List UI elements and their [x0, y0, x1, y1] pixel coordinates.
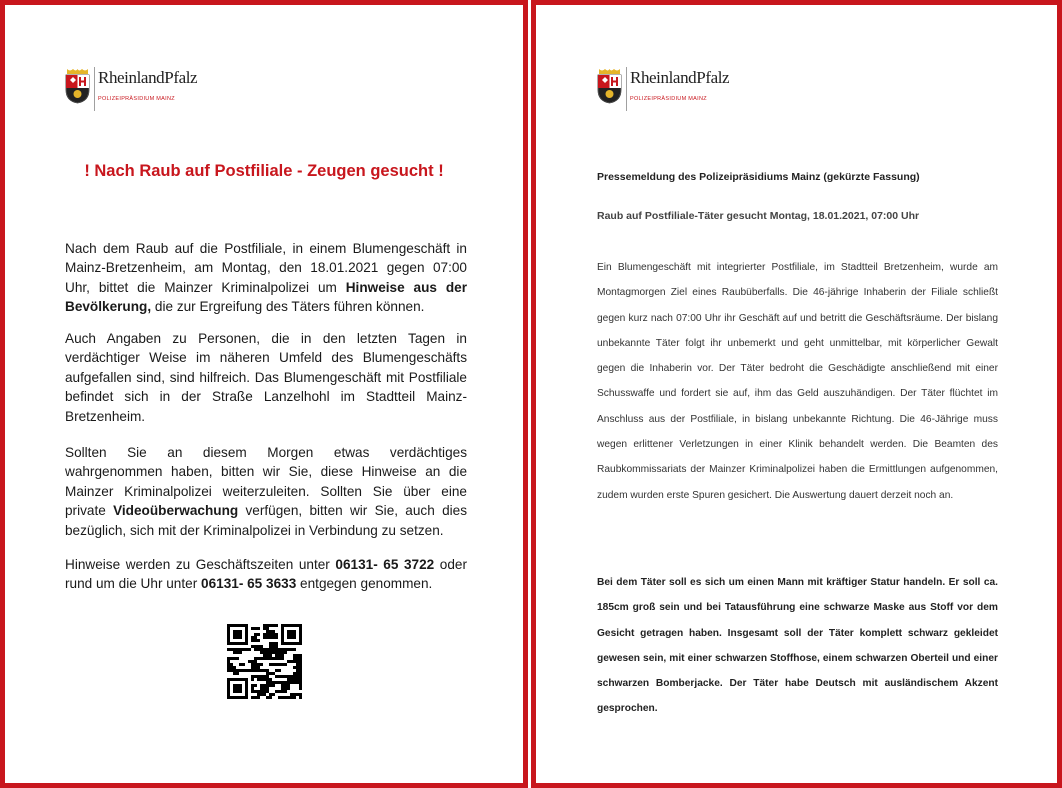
brand-name: RheinlandPfalz	[98, 68, 198, 87]
logo-divider	[626, 67, 627, 111]
phone-business-hours: 06131- 65 3722	[335, 557, 435, 572]
qr-code[interactable]	[227, 624, 302, 699]
paragraph-suspect-description: Bei dem Täter soll es sich um einen Mann mit kräftiger Statur handeln. Er soll ca. 185cm groß sein und bei Tatausführung eine schwarze Maske aus Stoff vor dem Gesicht getragen haben. Insgesamt soll der Täter komplett schwarz gekleidet gewesen sein, mit einer schwarzen Stoffhose, einem schwarzen Oberteil und einer schwarzen Bomberjacke. Der Täter habe Deutsch mit ausländischem Akzent gesprochen.	[597, 577, 998, 715]
press-release-heading: Pressemeldung des Polizeipräsidiums Mainz (gekürzte Fassung)	[597, 171, 920, 183]
press-release-page-right	[531, 0, 1062, 788]
rlp-police-logo	[65, 67, 197, 111]
press-release-subheading: Raub auf Postfiliale-Täter gesucht Montag, 18.01.2021, 07:00 Uhr	[597, 210, 920, 222]
page-headline: ! Nach Raub auf Postfiliale - Zeugen gesucht !	[84, 162, 444, 180]
brand-name: RheinlandPfalz	[630, 68, 730, 87]
brand-subtitle: POLIZEIPRÄSIDIUM MAINZ	[98, 96, 175, 102]
rlp-police-logo	[597, 67, 729, 111]
paragraph-incident: Ein Blumengeschäft mit integrierter Postfiliale, im Stadtteil Bretzenheim, wurde am Montagmorgen Ziel eines Raubüberfalls. Die 46-jährige Inhaberin der Filiale schließt gegen kurz nach 07:00 Uhr ihr Geschäft auf und betritt die Geschäftsräume. Der bislang unbekannte Täter folgt ihr unbemerkt und geht unmittelbar, mit körperlicher Gewalt gegen die Inhaberin vor. Der Täter bedroht die Geschädigte anschließend mit einer Schusswaffe und fordert sie auf, ihm das Geld auszuhändigen. Der Täter flüchtet im Anschluss aus der Postfiliale, in bislang unbekannte Richtung. Die 46-Jährige muss wegen erlittener Verletzungen in einer Klinik behandelt werden. Die Beamten des Raubkommissariats der Mainzer Kriminalpolizei haben die Ermittlungen aufgenommen, zudem wurden erste Spuren gesichert. Die Auswertung dauert derzeit noch an.	[597, 262, 998, 501]
logo-divider	[94, 67, 95, 111]
paragraph-suspicious-persons: Auch Angaben zu Personen, die in den letzten Tagen in verdächtiger Weise im näheren Umfeld des Blumengeschäfts aufgefallen sind, sind hilfreich. Das Blumengeschäft mit Postfiliale befindet sich in der Straße Lanzelhohl im Stadtteil Mainz-Bretzenheim.	[65, 331, 467, 424]
paragraph-contact-numbers: Hinweise werden zu Geschäftszeiten unter 06131- 65 3722 oder rund um die Uhr unter 06131- 65 3633 entgegen genommen.	[65, 557, 467, 592]
phone-24h: 06131- 65 3633	[201, 576, 297, 592]
coat-of-arms-icon	[65, 68, 90, 104]
paragraph-appeal: Nach dem Raub auf die Postfiliale, in einem Blumengeschäft in Mainz-Bretzenheim, am Montag, den 18.01.2021 gegen 07:00 Uhr, bittet die Mainzer Kriminalpolizei um Hinweise aus der Bevölkerung, die zur Ergreifung des Täters führen können.	[65, 241, 467, 315]
coat-of-arms-icon	[597, 68, 622, 104]
flyer-page-left	[0, 0, 528, 788]
paragraph-video-surveillance: Sollten Sie an diesem Morgen etwas verdächtiges wahrgenommen haben, bitten wir Sie, diese Hinweise an die Mainzer Kriminalpolizei weiterzuleiten. Sollten Sie über eine private Videoüberwachung verfügen, bitten wir Sie, auch dies bezüglich, sich mit der Kriminalpolizei in Verbindung zu setzen.	[65, 445, 468, 538]
brand-subtitle: POLIZEIPRÄSIDIUM MAINZ	[630, 96, 707, 102]
